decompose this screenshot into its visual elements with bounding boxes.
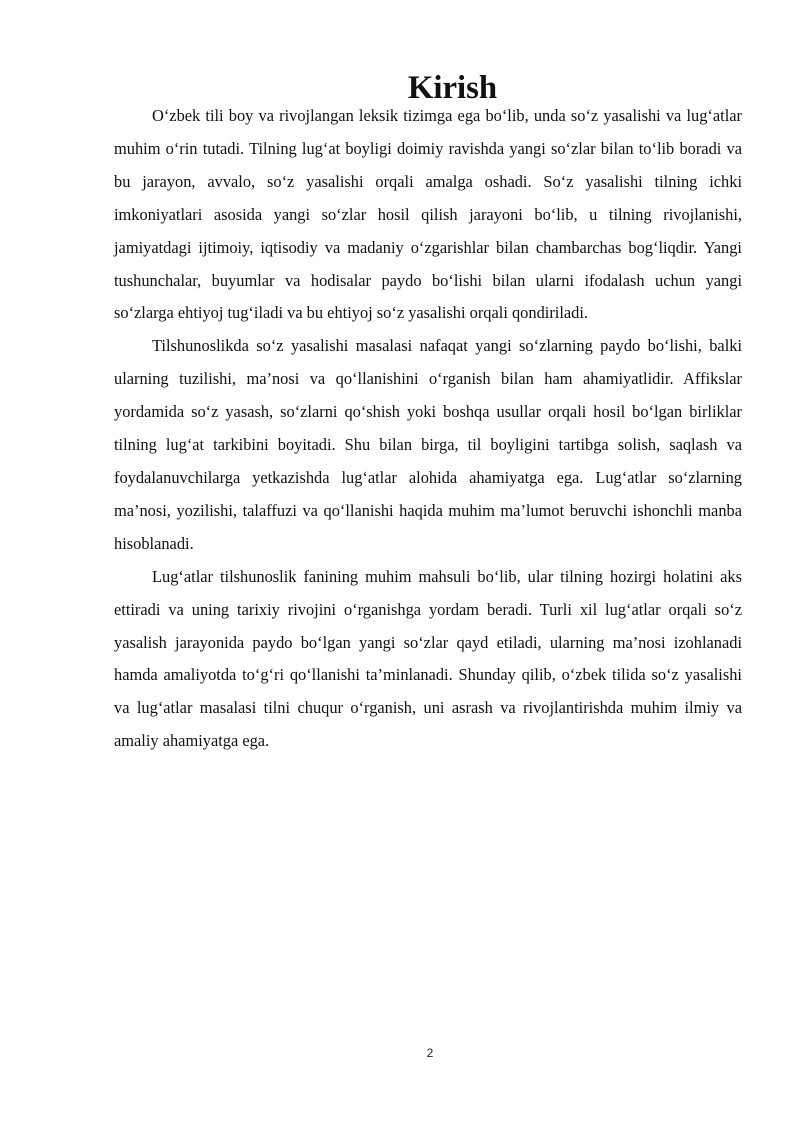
paragraph-3: Lug‘atlar tilshunoslik fanining muhim mahsuli bo‘lib, ular tilning hozirgi holatini aks ettiradi va uning tarixiy rivojini o‘rganishga yordam beradi. Turli xil lug‘atlar orqali so‘z yasalish jarayonida paydo bo‘lgan yangi so‘zlar qayd etiladi, ularning ma’nosi izohlanadi hamda amaliyotda to‘g‘ri qo‘llanishi ta’minlanadi. Shunday qilib, o‘zbek tilida so‘z yasalishi va lug‘atlar masalasi tilni chuqur o‘rganish, uni asrash va rivojlantirishda muhim ilmiy va amaliy ahamiyatga ega. [114,566,742,751]
paragraph-1: O‘zbek tili boy va rivojlangan leksik tizimga ega bo‘lib, unda so‘z yasalishi va lug‘atlar muhim o‘rin tutadi. Tilning lug‘at boyligi doimiy ravishda yangi so‘zlar bilan to‘lib boradi va bu jarayon, avvalo, so‘z yasalishi orqali amalga oshadi. So‘z yasalishi tilning ichki imkoniyatlari asosida yangi so‘zlar hosil qilish jarayoni bo‘lib, u tilning rivojlanishi, jamiyatdagi ijtimoiy, iqtisodiy va madaniy o‘zgarishlar bilan chambarchas bog‘liqdir. Yangi tushunchalar, buyumlar va hodisalar paydo bo‘lishi bilan ularni ifodalash uchun yangi so‘zlarga ehtiyoj tug‘iladi va bu ehtiyoj so‘z yasalishi orqali qondiriladi. [114,106,742,323]
document-body [114,70,742,758]
paragraph-2: Tilshunoslikda so‘z yasalishi masalasi nafaqat yangi so‘zlarning paydo bo‘lishi, balki ularning tuzilishi, ma’nosi va qo‘llanishini o‘rganish bilan ham ahamiyatlidir. Affikslar yordamida so‘z yasash, so‘zlarni qo‘shish yoki boshqa usullar orqali hosil bo‘lgan birliklar tilning lug‘at tarkibini boyitadi. Shu bilan birga, til boyligini tartibga solish, saqlash va foydalanuvchilarga yetkazishda lug‘atlar alohida ahamiyatga ega. Lug‘atlar so‘zlarning ma’nosi, yozilishi, talaffuzi va qo‘llanishi haqida muhim ma’lumot beruvchi ishonchli manba hisoblanadi. [114,336,742,553]
document-title: Kirish [407,70,498,106]
page-number: 2 [426,1046,434,1060]
